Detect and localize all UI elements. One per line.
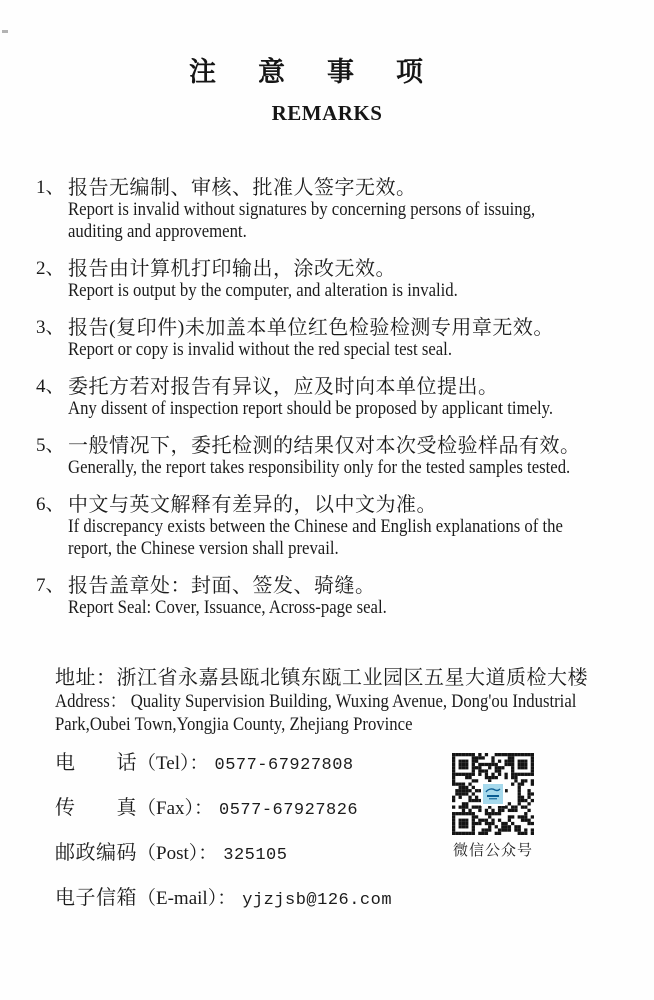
contact-label-zh: 邮政编码 — [55, 842, 137, 864]
remark-text-en: If discrepancy exists between the Chinese and English explanations of the — [68, 516, 563, 537]
remark-body — [68, 376, 619, 420]
remark-text-en: Any dissent of inspection report should be proposed by applicant timely. — [68, 398, 554, 419]
remark-item — [36, 435, 654, 479]
address-zh: 地址：浙江省永嘉县瓯北镇东瓯工业园区五星大道质检大楼 — [55, 667, 588, 689]
remark-text-zh: 一般情况下，委托检测的结果仅对本次受检验样品有效。 — [68, 435, 581, 457]
remark-text-en: auditing and approvement. — [68, 221, 247, 242]
remark-text-en: Report is output by the computer, and alteration is invalid. — [68, 280, 458, 301]
remark-number: 2、 — [36, 258, 65, 279]
contact-row — [55, 887, 654, 912]
contact-label-zh: 传 真 — [55, 797, 137, 819]
remark-text-zh: 报告盖章处：封面、签发、骑缝。 — [68, 575, 376, 597]
scan-artifact — [2, 30, 8, 33]
contact-value: 0577-67927826 — [219, 801, 359, 820]
remark-text-zh: 委托方若对报告有异议，应及时向本单位提出。 — [68, 376, 499, 398]
remark-text-en: Report is invalid without signatures by concerning persons of issuing, — [68, 199, 536, 220]
contact-row — [55, 752, 654, 777]
remark-number: 7、 — [36, 575, 65, 596]
address-en-line: Address： Quality Supervision Building, Wuxing Avenue, Dong'ou Industrial — [55, 691, 577, 712]
wechat-qr-code — [452, 753, 534, 835]
qr-center-logo — [481, 782, 505, 806]
remark-body — [68, 494, 630, 560]
remark-number: 6、 — [36, 494, 65, 515]
remark-number: 3、 — [36, 317, 65, 338]
remark-item — [36, 376, 654, 420]
remark-number: 4、 — [36, 376, 65, 397]
remark-text-en: report, the Chinese version shall prevail. — [68, 538, 339, 559]
remark-text-zh: 报告(复印件)未加盖本单位红色检验检测专用章无效。 — [68, 317, 554, 339]
address-en-line: Park,Oubei Town,Yongjia County, Zhejiang Province — [55, 714, 413, 735]
contact-label-zh: 电 话 — [55, 752, 137, 774]
remark-text-zh: 中文与英文解释有差异的，以中文为准。 — [68, 494, 437, 516]
qr-caption: 微信公众号 — [452, 843, 533, 859]
remark-body — [68, 177, 599, 243]
address-block — [0, 667, 654, 736]
remark-item — [36, 575, 654, 619]
contact-label-zh: 电子信箱 — [55, 887, 137, 909]
contact-label-en: （Fax）： — [137, 798, 214, 819]
remark-number: 1、 — [36, 177, 65, 198]
contact-label-en: （E-mail）： — [137, 888, 237, 909]
remark-number: 5、 — [36, 435, 65, 456]
remarks-list — [0, 177, 654, 619]
remark-body — [68, 575, 430, 619]
contact-block — [0, 752, 654, 912]
page-subtitle: REMARKS — [271, 101, 383, 125]
page-title: 注意事项 — [189, 57, 465, 87]
wechat-qr — [452, 753, 534, 860]
contact-value: yjzjsb@126.com — [242, 891, 393, 910]
remark-item — [36, 177, 654, 243]
remark-text-en: Generally, the report takes responsibility only for the tested samples tested. — [68, 457, 571, 478]
contact-row — [55, 797, 654, 822]
remark-item — [36, 317, 654, 361]
contact-label-en: （Post）： — [137, 843, 218, 864]
remark-body — [68, 435, 639, 479]
contact-value: 0577-67927808 — [214, 756, 354, 775]
remark-text-zh: 报告由计算机打印输出，涂改无效。 — [68, 258, 396, 280]
remark-item — [36, 494, 654, 560]
contact-value: 325105 — [223, 846, 288, 865]
remark-item — [36, 258, 654, 302]
contact-row — [55, 842, 654, 867]
remark-text-zh: 报告无编制、审核、批准人签字无效。 — [68, 177, 417, 199]
remark-text-en: Report or copy is invalid without the red special test seal. — [68, 339, 453, 360]
remark-body — [68, 258, 511, 302]
remark-body — [68, 317, 554, 361]
remark-text-en: Report Seal: Cover, Issuance, Across-page seal. — [68, 597, 387, 618]
qr-logo-glyph — [484, 787, 502, 801]
contact-label-en: （Tel）： — [137, 753, 209, 774]
